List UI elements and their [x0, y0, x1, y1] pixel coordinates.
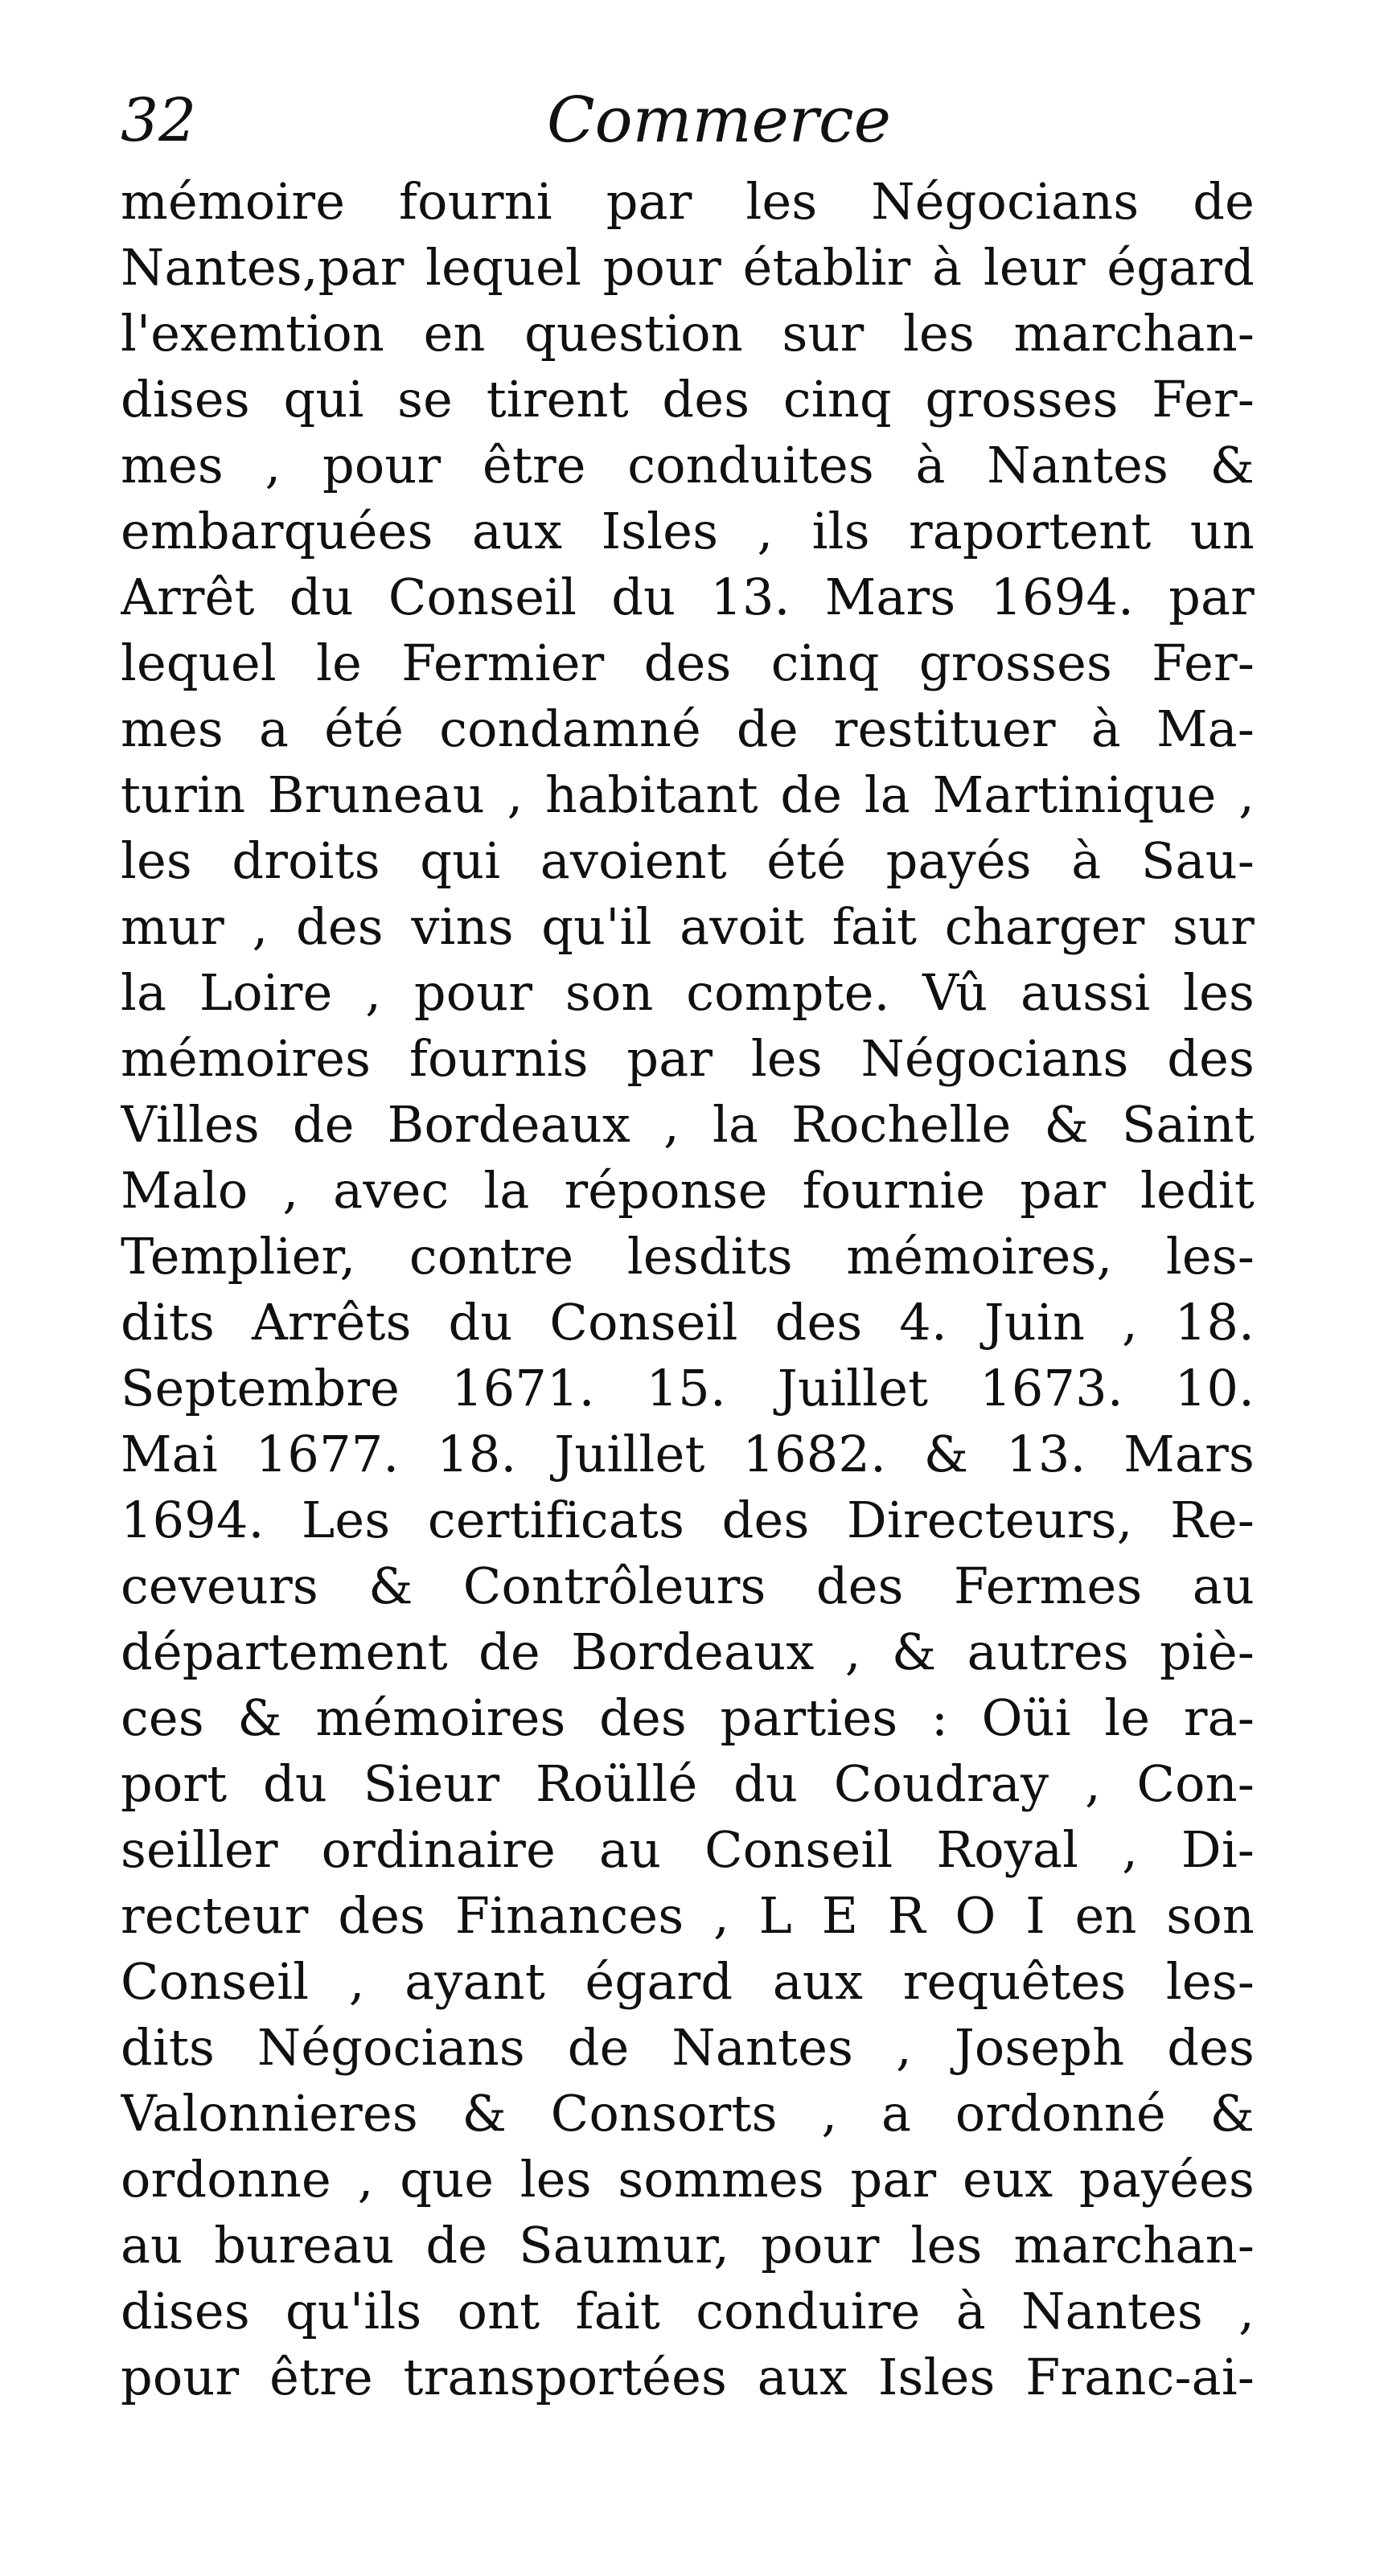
- text-line: Conseil , ayant égard aux requêtes les-: [121, 1952, 1255, 2011]
- text-line: turin Bruneau , habitant de la Martinique ,: [121, 765, 1255, 824]
- text-line: les droits qui avoient été payés à Sau-: [121, 831, 1255, 890]
- text-line: mémoire fourni par les Négocians de: [121, 172, 1255, 231]
- text-line: ordonne , que les sommes par eux payées: [121, 2150, 1255, 2209]
- text-line: 1694. Les certificats des Directeurs, Re-: [121, 1491, 1255, 1549]
- text-line: l'exemtion en question sur les marchan-: [121, 304, 1255, 363]
- text-line: Templier, contre lesdits mémoires, les-: [121, 1227, 1255, 1286]
- page-number: 32: [121, 86, 197, 155]
- text-line: Villes de Bordeaux , la Rochelle & Saint: [121, 1095, 1255, 1154]
- text-line: recteur des Finances , L E R O I en son: [121, 1886, 1255, 1945]
- text-line: dises qu'ils ont fait conduire à Nantes ,: [121, 2282, 1255, 2340]
- text-line: Arrêt du Conseil du 13. Mars 1694. par: [121, 568, 1255, 626]
- text-line: mes a été condamné de restituer à Ma-: [121, 699, 1255, 758]
- text-line: ces & mémoires des parties : Oüi le ra-: [121, 1688, 1255, 1747]
- text-line: dises qui se tirent des cinq grosses Fer-: [121, 370, 1255, 429]
- text-line: Nantes,par lequel pour établir à leur égard: [121, 238, 1255, 297]
- text-line: au bureau de Saumur, pour les marchan-: [121, 2216, 1255, 2275]
- text-line: Malo , avec la réponse fournie par ledit: [121, 1161, 1255, 1220]
- text-line: seiller ordinaire au Conseil Royal , Di-: [121, 1820, 1255, 1879]
- text-line: dits Négocians de Nantes , Joseph des: [121, 2018, 1255, 2077]
- text-line: Septembre 1671. 15. Juillet 1673. 10.: [121, 1359, 1255, 1417]
- text-line: Valonnieres & Consorts , a ordonné &: [121, 2084, 1255, 2143]
- text-line: mur , des vins qu'il avoit fait charger sur: [121, 897, 1255, 956]
- text-line: lequel le Fermier des cinq grosses Fer-: [121, 634, 1255, 692]
- text-line: département de Bordeaux , & autres piè-: [121, 1622, 1255, 1681]
- text-line: la Loire , pour son compte. Vû aussi les: [121, 963, 1255, 1022]
- text-line: port du Sieur Roüllé du Coudray , Con-: [121, 1754, 1255, 1813]
- text-line: dits Arrêts du Conseil des 4. Juin , 18.: [121, 1293, 1255, 1352]
- text-line: Mai 1677. 18. Juillet 1682. & 13. Mars: [121, 1425, 1255, 1483]
- text-line: pour être transportées aux Isles Franc-ai-: [121, 2348, 1255, 2406]
- text-line: mes , pour être conduites à Nantes &: [121, 436, 1255, 494]
- text-line: ceveurs & Contrôleurs des Fermes au: [121, 1557, 1255, 1615]
- text-line: mémoires fournis par les Négocians des: [121, 1029, 1255, 1088]
- page-header: [121, 72, 1255, 169]
- text-line: embarquées aux Isles , ils raportent un: [121, 502, 1255, 560]
- body-text: [121, 169, 1255, 2541]
- running-title: Commerce: [547, 84, 891, 157]
